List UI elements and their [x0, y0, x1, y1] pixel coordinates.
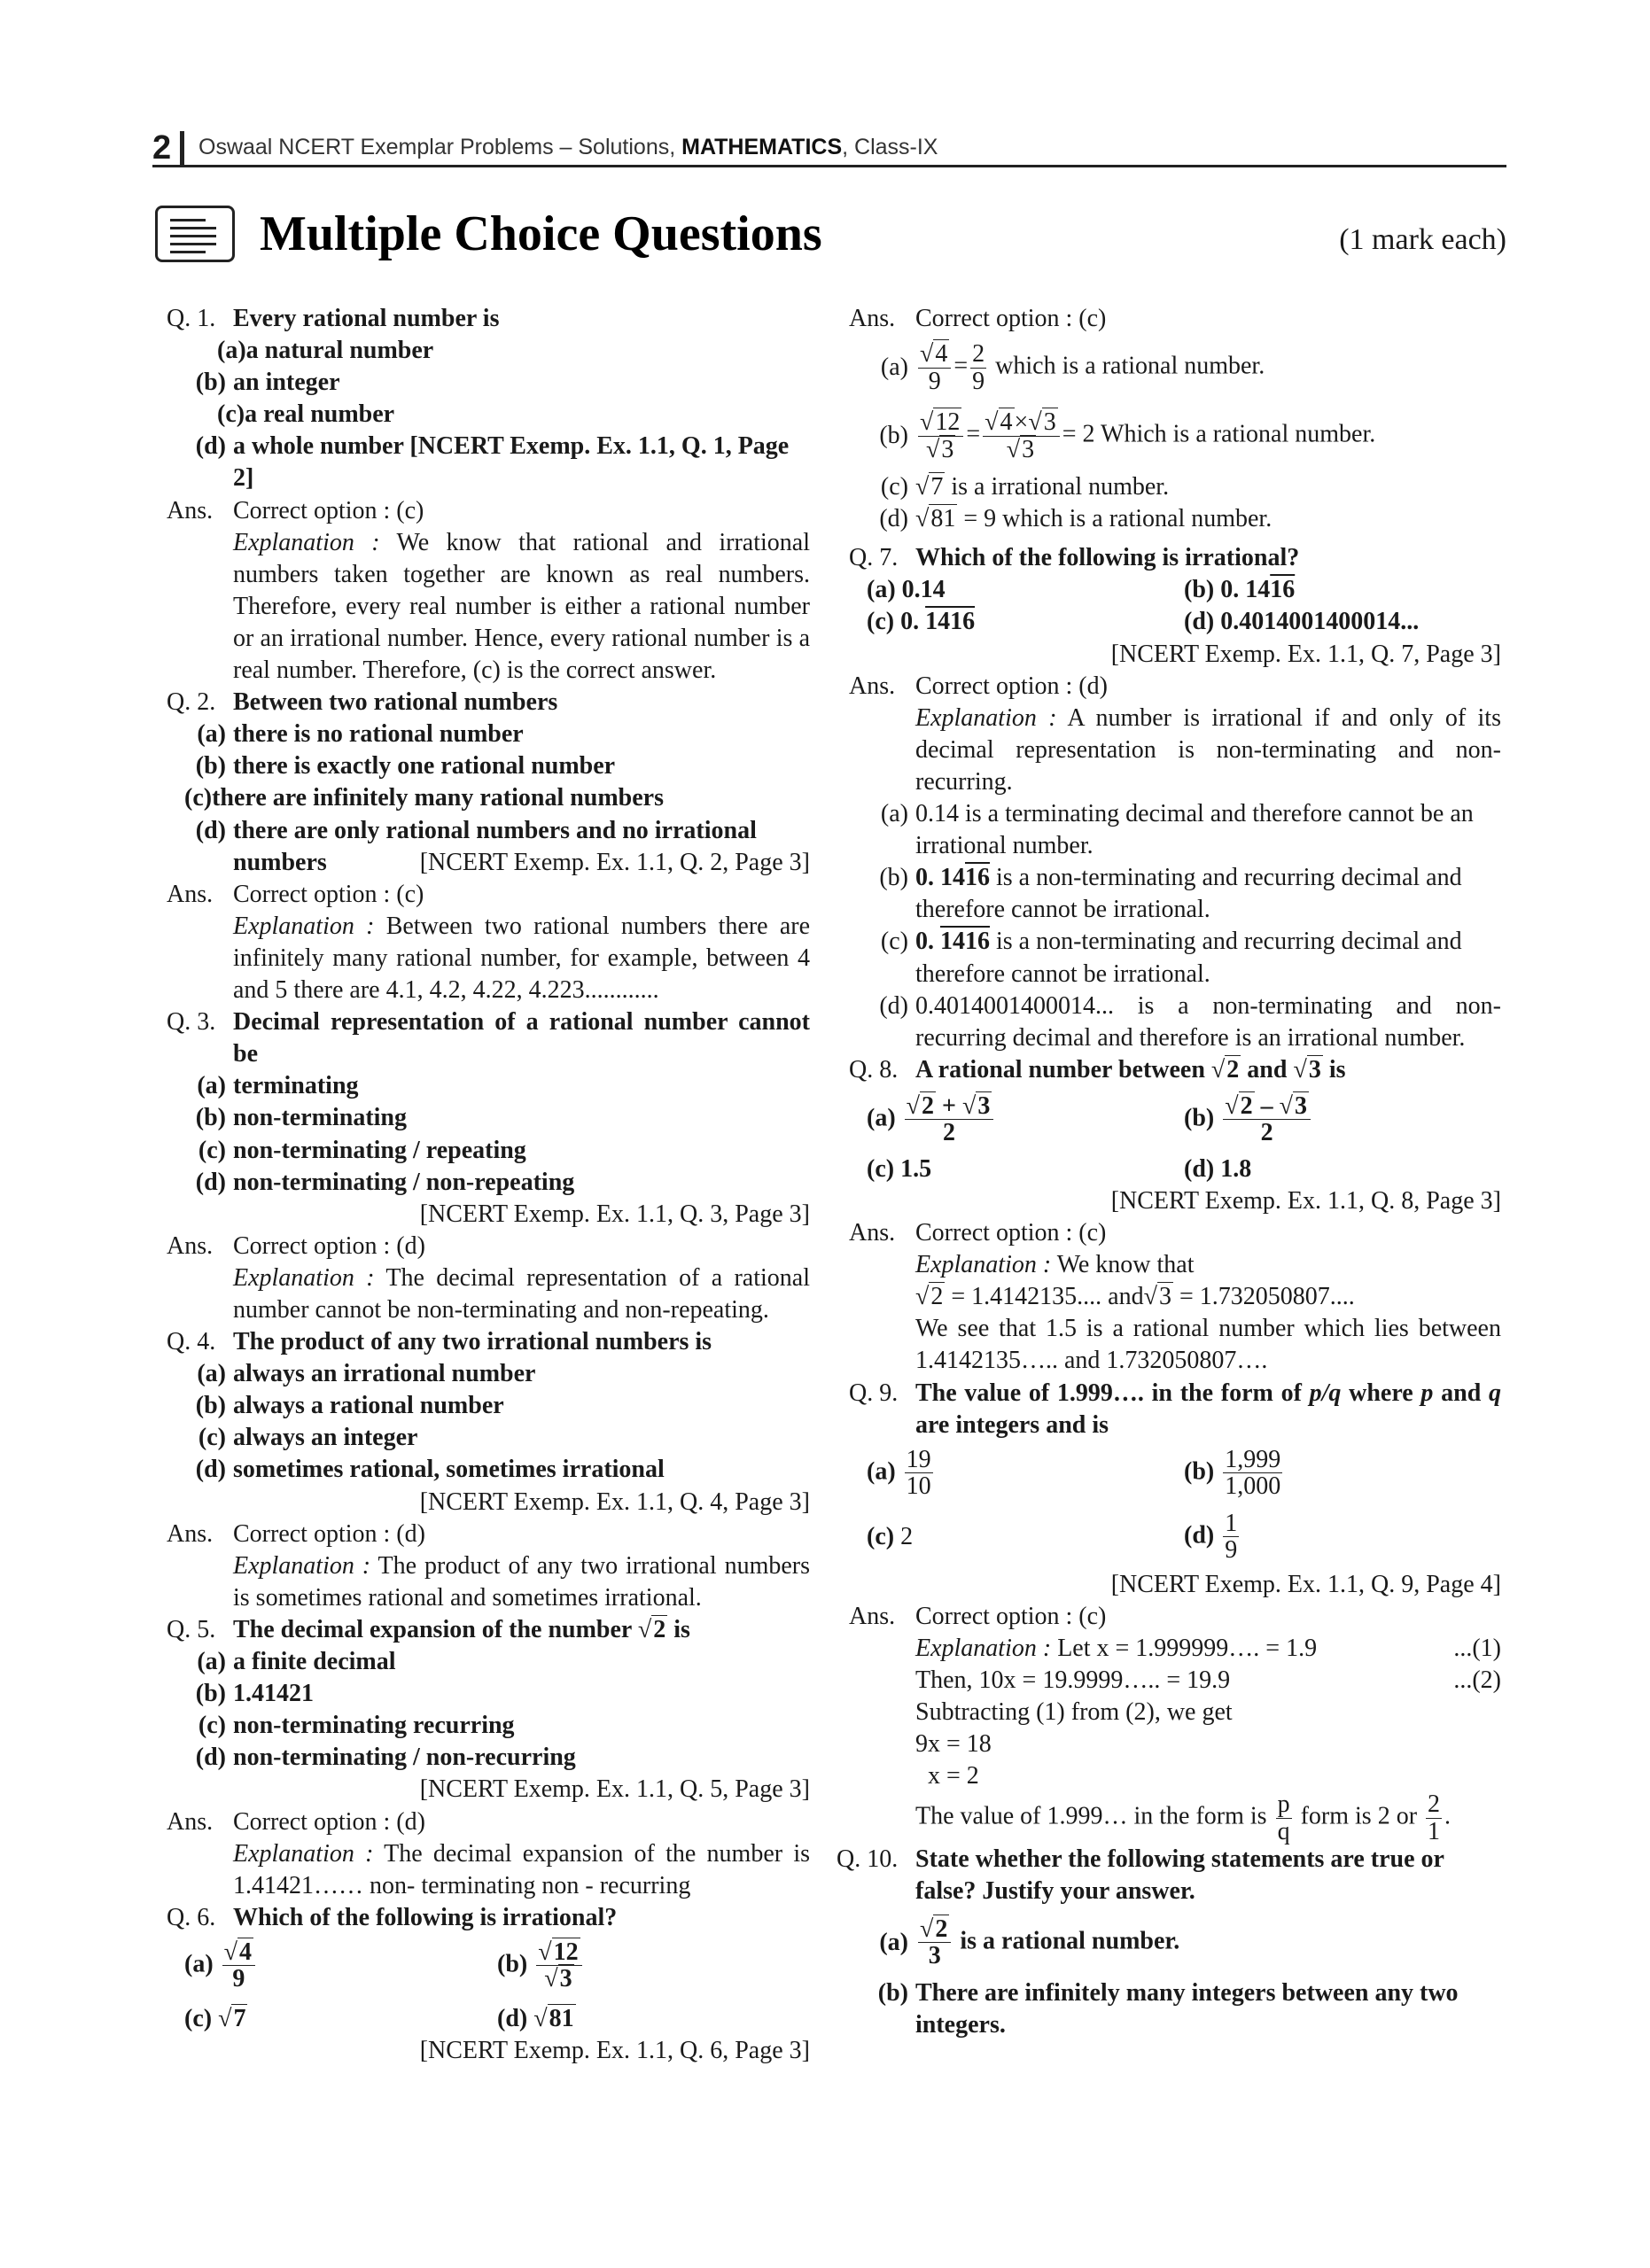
- question-2: Q. 2. Between two rational numbers (a) there is no rational number (b) there is exactly one rational number (c)there are infinitely many rational numbers (d) there are only rational numbers and no irrational numbers [NCERT Exemp. Ex. 1.1, Q. 2, Page 3] Ans. Correct option : (c) Explanation : Between two rational numbers there are infinitely many rational number, for example, between 4 and 5 there are 4.1, 4.2, 4.22, 4.223............: [167, 687, 810, 1006]
- running-head: Oswaal NCERT Exemplar Problems – Solutions, MATHEMATICS, Class-IX: [198, 135, 938, 159]
- option-c: (c)there are infinitely many rational numbers: [184, 784, 665, 812]
- subject: MATHEMATICS: [681, 135, 843, 159]
- option-a: there is no rational number: [233, 720, 524, 749]
- question-9: Q. 9. The value of 1.999…. in the form of p/q where p and q are integers and is (a) $\frac{19}{10}$ (b) $\frac{1,999}{1,000}$ (c) 2 (d) $\frac{1}{9}$ [NCERT Exemp. Ex. 1.1, Q. 9, Page 4] Ans. Correct option : (c) Explanation : Let x = 1.999999…. = 1.9 ...(1) Then, 10x = 19.9999….. = 19.9 ...(2) Subtracting (1) from (2), we get 9x = 18 x = 2 The value of 1.999… in the form is $\frac{p}{q}$ form is 2 or $\frac{2}{1}$ .: [849, 1379, 1501, 1845]
- reference: [NCERT Exemp. Ex. 1.1, Q. 7, Page 3]: [1110, 640, 1501, 668]
- explanation: Explanation : We know that rational and irrational numbers taken together are known as real numbers. Therefore, every real number is either a rational number or an irrational number. Hence, every rational number is a real number. Therefore, (c) is the correct answer.: [233, 528, 810, 685]
- explanation: Explanation : The decimal representation of a rational number cannot be non-terminating and non-repeating.: [233, 1263, 810, 1324]
- question-3: Q. 3. Decimal representation of a rational number cannot be (a) terminating (b) non-terminating (c) non-terminating / repeating (d) non-terminating / non-repeating [NCERT Exemp. Ex. 1.1, Q. 3, Page 3] Ans. Correct option : (d) Explanation : The decimal representation of a rational number cannot be non-terminating and non-repeating.: [167, 1006, 810, 1326]
- answer: Correct option : (c): [233, 496, 424, 524]
- section-marks: (1 mark each): [1339, 223, 1506, 256]
- option-b: an integer: [233, 369, 340, 397]
- section-title: Multiple Choice Questions: [260, 206, 822, 261]
- option-a: (a)a natural number: [217, 337, 434, 365]
- right-column: [837, 303, 1501, 2041]
- question-number: Q. 1.: [167, 305, 216, 332]
- reference: [NCERT Exemp. Ex. 1.1, Q. 2, Page 3]: [419, 848, 810, 876]
- header-divider: [180, 131, 184, 165]
- reference: [NCERT Exemp. Ex. 1.1, Q. 4, Page 3]: [419, 1487, 810, 1516]
- reference: [NCERT Exemp. Ex. 1.1, Q. 6, Page 3]: [419, 2036, 810, 2064]
- answer-6: Ans. Correct option : (c) (a) $\frac{√4}{9}$ = $\frac{2}{9}$ which is a rational number. (b) $\frac{√12}{√3}$ = $\frac{√4\times√3}{√3}$ = 2 Which is a rational number. (c) √7 is a irrational number. (d) √81 = 9 which is a rational number.: [849, 305, 1376, 533]
- list-icon: [155, 206, 235, 262]
- page-number: 2: [152, 129, 172, 167]
- question-10: Q. 10. State whether the following statements are true or false? Justify your answer. (a) $\frac{√2}{3}$ is a rational number. (b) There are infinitely many integers between any two integers.: [837, 1845, 1459, 2039]
- explanation: Explanation : Between two rational numbers there are infinitely many rational number, for example, between 4 and 5 there are 4.1, 4.2, 4.22, 4.223............: [233, 912, 810, 1005]
- question-4: Q. 4. The product of any two irrational numbers is (a) always an irrational number (b) always a rational number (c) always an integer (d) sometimes rational, sometimes irrational [NCERT Exemp. Ex. 1.1, Q. 4, Page 3] Ans. Correct option : (d) Explanation : The product of any two irrational numbers is sometimes rational and sometimes irrational.: [167, 1326, 810, 1614]
- reference: [NCERT Exemp. Ex. 1.1, Q. 5, Page 3]: [419, 1775, 810, 1804]
- explanation: Explanation : The product of any two irrational numbers is sometimes rational and sometimes irrational.: [233, 1551, 810, 1612]
- explanation: Explanation : The decimal expansion of the number is 1.41421…… non- terminating non - recurring: [233, 1839, 810, 1899]
- reference: [NCERT Exemp. Ex. 1.1, Q. 8, Page 3]: [1110, 1186, 1501, 1215]
- question-7: Q. 7. Which of the following is irrational? (a) 0.14 (b) 0. 1416 (c) 0. 1416 (d) 0.4014001400014... [NCERT Exemp. Ex. 1.1, Q. 7, Page 3] Ans. Correct option : (d) Explanation : A number is irrational if and only of its decimal representation is non-terminating and non-recurring. (a) 0.14 is a terminating decimal and therefore cannot be an irrational number. (b) 0. 1416 is a non-terminating and recurring decimal and therefore cannot be irrational. (c) 0. 1416 is a non-terminating and recurring decimal and therefore cannot be irrational. (d) 0.4014001400014... is a non-terminating and non-recurring decimal and therefore is an irrational number.: [849, 544, 1501, 1052]
- explanation: Explanation : We know that: [915, 1251, 1195, 1279]
- reference: [NCERT Exemp. Ex. 1.1, Q. 9, Page 4]: [1110, 1570, 1501, 1598]
- question-5: Q. 5. The decimal expansion of the number √2 is (a) a finite decimal (b) 1.41421 (c) non-terminating recurring (d) non-terminating / non-recurring [NCERT Exemp. Ex. 1.1, Q. 5, Page 3] Ans. Correct option : (d) Explanation : The decimal expansion of the number is 1.41421…… non- terminating non - recurring: [167, 1614, 810, 1902]
- option-d: there are only rational numbers and no irrational numbers: [233, 816, 757, 876]
- option-c: (c)a real number: [217, 400, 395, 429]
- reference: [NCERT Exemp. Ex. 1.1, Q. 3, Page 3]: [419, 1200, 810, 1228]
- page-header: [152, 129, 1506, 167]
- explanation: Explanation : A number is irrational if and only of its decimal representation is non-terminating and non-recurring.: [915, 703, 1501, 796]
- option-d: a whole number [NCERT Exemp. Ex. 1.1, Q. 1, Page 2]: [233, 432, 790, 493]
- question-6: Q. 6. Which of the following is irrational? (a) $\frac{√4}{9}$ (b) $\frac{√12}{√3}$ (c) √7 (d) √81 [NCERT Exemp. Ex. 1.1, Q. 6, Page 3]: [167, 1902, 810, 2067]
- question-text: Every rational number is: [233, 305, 500, 332]
- question-8: Q. 8. A rational number between √2 and √3 is (a) $\frac{√2 + √3}{2}$ (b) $\frac{√2 - √3}{2}$ (c) 1.5 (d) 1.8 [NCERT Exemp. Ex. 1.1, Q. 8, Page 3] Ans. Correct option : (c) Explanation : We know that √2 = 1.4142135.... and√3 = 1.732050807.... We see that 1.5 is a rational number which lies between 1.4142135….. and 1.732050807….: [849, 1055, 1501, 1375]
- question-1: Q. 1. Every rational number is (a)a natural number (b) an integer (c)a real number (d) a whole number [NCERT Exemp. Ex. 1.1, Q. 1, Page 2] Ans. Correct option : (c) Explanation : We know that rational and irrational numbers taken together are known as real numbers. Therefore, every real number is either a rational number or an irrational number. Hence, every rational number is a real number. Therefore, (c) is the correct answer.: [167, 303, 810, 687]
- option-b: there is exactly one rational number: [233, 752, 616, 781]
- left-column: [167, 303, 810, 2067]
